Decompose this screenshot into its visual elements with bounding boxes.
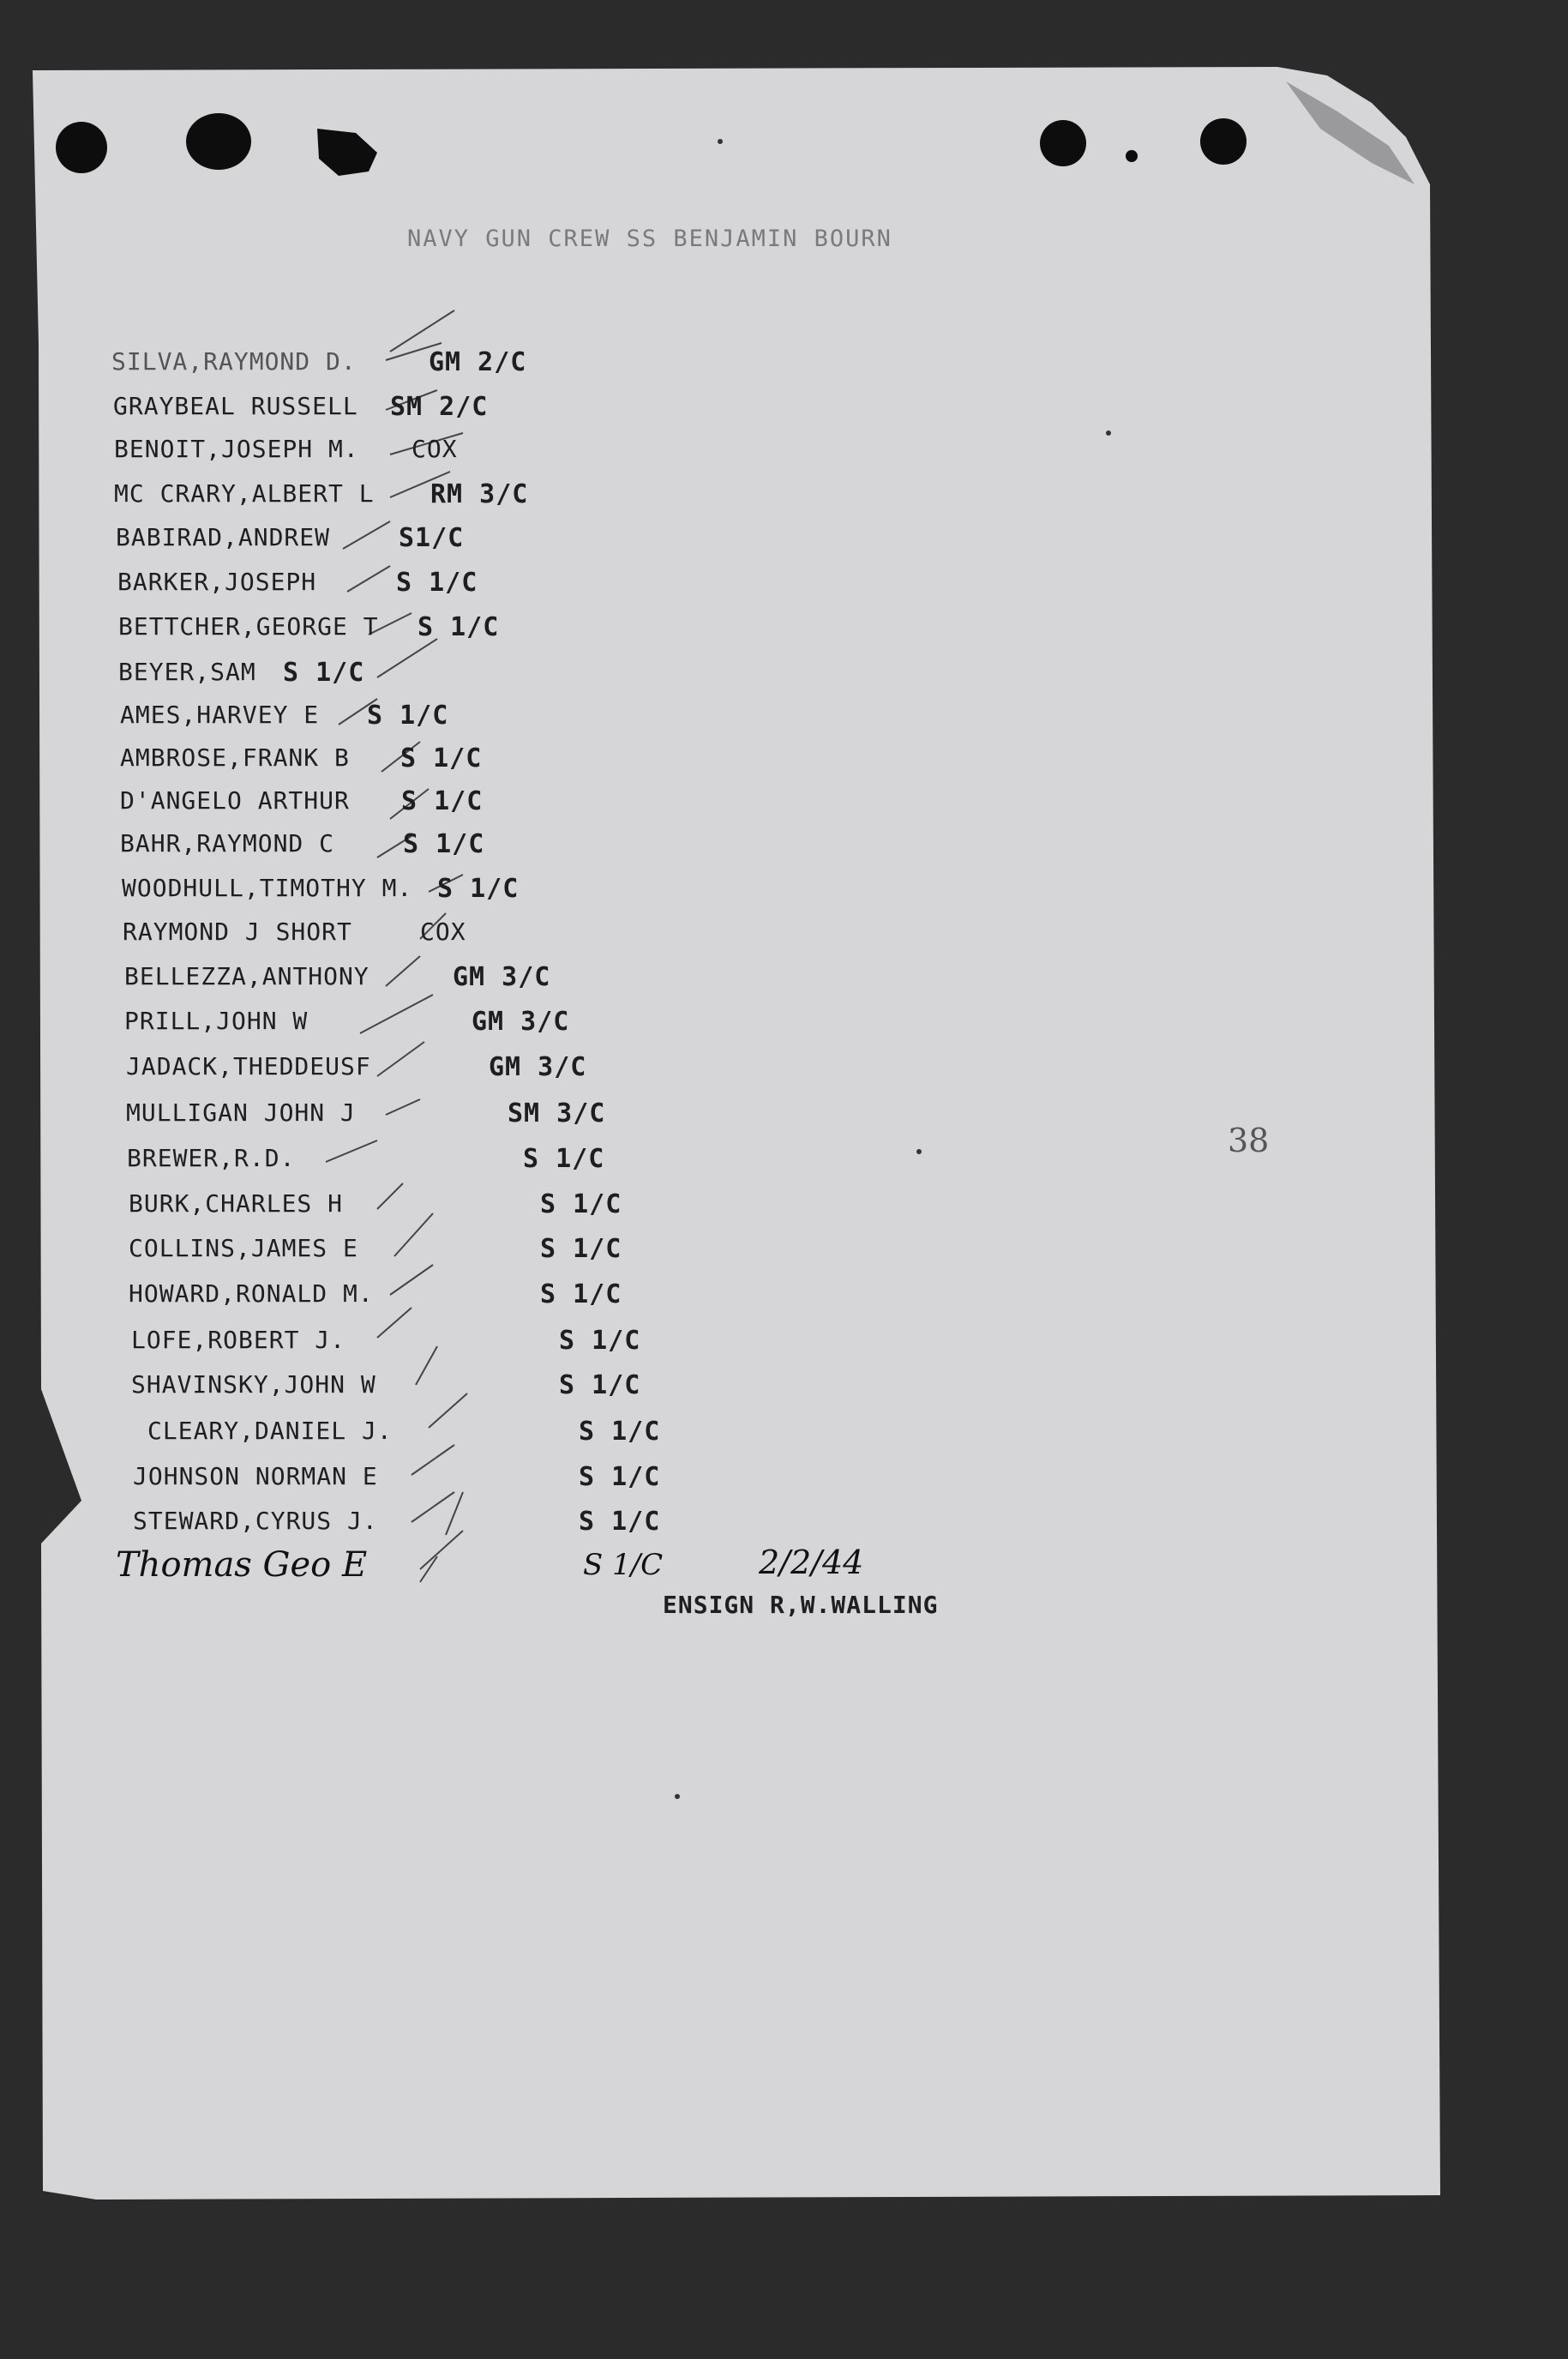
crew-rating: S 1/C xyxy=(559,1370,641,1400)
crew-rating: S 1/C xyxy=(403,829,485,859)
handwritten-rating: S 1/C xyxy=(583,1548,664,1582)
punch-hole xyxy=(186,113,251,170)
document-title: NAVY GUN CREW SS BENJAMIN BOURN xyxy=(407,226,892,252)
crew-name: SILVA,RAYMOND D. xyxy=(111,347,357,376)
crew-name: JOHNSON NORMAN E xyxy=(133,1462,378,1490)
crew-name: BEYER,SAM xyxy=(118,658,256,686)
crew-rating: SM 2/C xyxy=(390,392,489,422)
crew-name: COLLINS,JAMES E xyxy=(129,1234,358,1262)
crew-name: WOODHULL,TIMOTHY M. xyxy=(122,874,413,902)
crew-name: RAYMOND J SHORT xyxy=(123,918,352,946)
crew-name: GRAYBEAL RUSSELL xyxy=(113,392,358,420)
crew-name: SHAVINSKY,JOHN W xyxy=(131,1370,376,1399)
speck xyxy=(916,1149,922,1154)
crew-rating: GM 3/C xyxy=(472,1007,570,1037)
crew-rating: RM 3/C xyxy=(430,479,529,509)
crew-rating: S 1/C xyxy=(400,743,483,773)
crew-name: BARKER,JOSEPH xyxy=(117,568,317,596)
handwritten-name: Thomas Geo E xyxy=(116,1545,368,1585)
crew-rating: S 1/C xyxy=(396,568,478,598)
crew-rating: GM 2/C xyxy=(429,347,527,377)
crew-name: BURK,CHARLES H xyxy=(129,1189,344,1218)
crew-rating: S 1/C xyxy=(283,658,365,688)
crew-rating: S 1/C xyxy=(401,786,484,816)
crew-name: BENOIT,JOSEPH M. xyxy=(114,435,359,463)
crew-rating: S 1/C xyxy=(579,1462,661,1492)
crew-rating: S 1/C xyxy=(540,1234,622,1264)
crew-rating: GM 3/C xyxy=(489,1052,587,1082)
crew-name: MC CRARY,ALBERT L xyxy=(114,479,375,508)
crew-name: AMES,HARVEY E xyxy=(120,701,320,729)
crew-name: AMBROSE,FRANK B xyxy=(120,743,350,772)
punch-hole xyxy=(1126,150,1138,162)
crew-rating: S 1/C xyxy=(523,1144,605,1174)
crew-rating: S1/C xyxy=(399,523,465,553)
crew-name: STEWARD,CYRUS J. xyxy=(133,1507,378,1535)
crew-rating: COX xyxy=(420,918,466,946)
crew-rating: S 1/C xyxy=(367,701,449,731)
crew-rating: S 1/C xyxy=(579,1507,661,1537)
crew-name: BETTCHER,GEORGE T xyxy=(118,612,379,641)
page-number: 38 xyxy=(1228,1122,1270,1159)
speck xyxy=(675,1794,680,1799)
crew-rating: S 1/C xyxy=(559,1326,641,1356)
handwritten-date: 2/2/44 xyxy=(759,1544,864,1581)
crew-rating: S 1/C xyxy=(540,1279,622,1309)
crew-rating: SM 3/C xyxy=(508,1098,606,1128)
crew-rating: GM 3/C xyxy=(453,962,551,992)
crew-name: MULLIGAN JOHN J xyxy=(126,1098,356,1127)
crew-name: BELLEZZA,ANTHONY xyxy=(124,962,369,990)
crew-rating: S 1/C xyxy=(540,1189,622,1219)
crew-name: BABIRAD,ANDREW xyxy=(116,523,331,551)
crew-rating: S 1/C xyxy=(437,874,520,904)
speck xyxy=(1106,430,1111,436)
crew-rating: S 1/C xyxy=(418,612,500,642)
crew-name: BREWER,R.D. xyxy=(127,1144,296,1172)
crew-name: CLEARY,DANIEL J. xyxy=(147,1417,393,1445)
crew-rating: COX xyxy=(412,435,458,463)
speck xyxy=(718,139,723,144)
punch-hole xyxy=(1200,118,1247,165)
signature-line: ENSIGN R,W.WALLING xyxy=(663,1591,939,1619)
punch-hole xyxy=(1040,120,1086,166)
crew-rating: S 1/C xyxy=(579,1417,661,1447)
crew-name: JADACK,THEDDEUSF xyxy=(126,1052,371,1080)
crew-name: PRILL,JOHN W xyxy=(124,1007,309,1035)
punch-hole xyxy=(56,122,107,173)
crew-name: D'ANGELO ARTHUR xyxy=(120,786,350,815)
crew-name: HOWARD,RONALD M. xyxy=(129,1279,374,1308)
crew-name: LOFE,ROBERT J. xyxy=(131,1326,346,1354)
crew-name: BAHR,RAYMOND C xyxy=(120,829,335,858)
